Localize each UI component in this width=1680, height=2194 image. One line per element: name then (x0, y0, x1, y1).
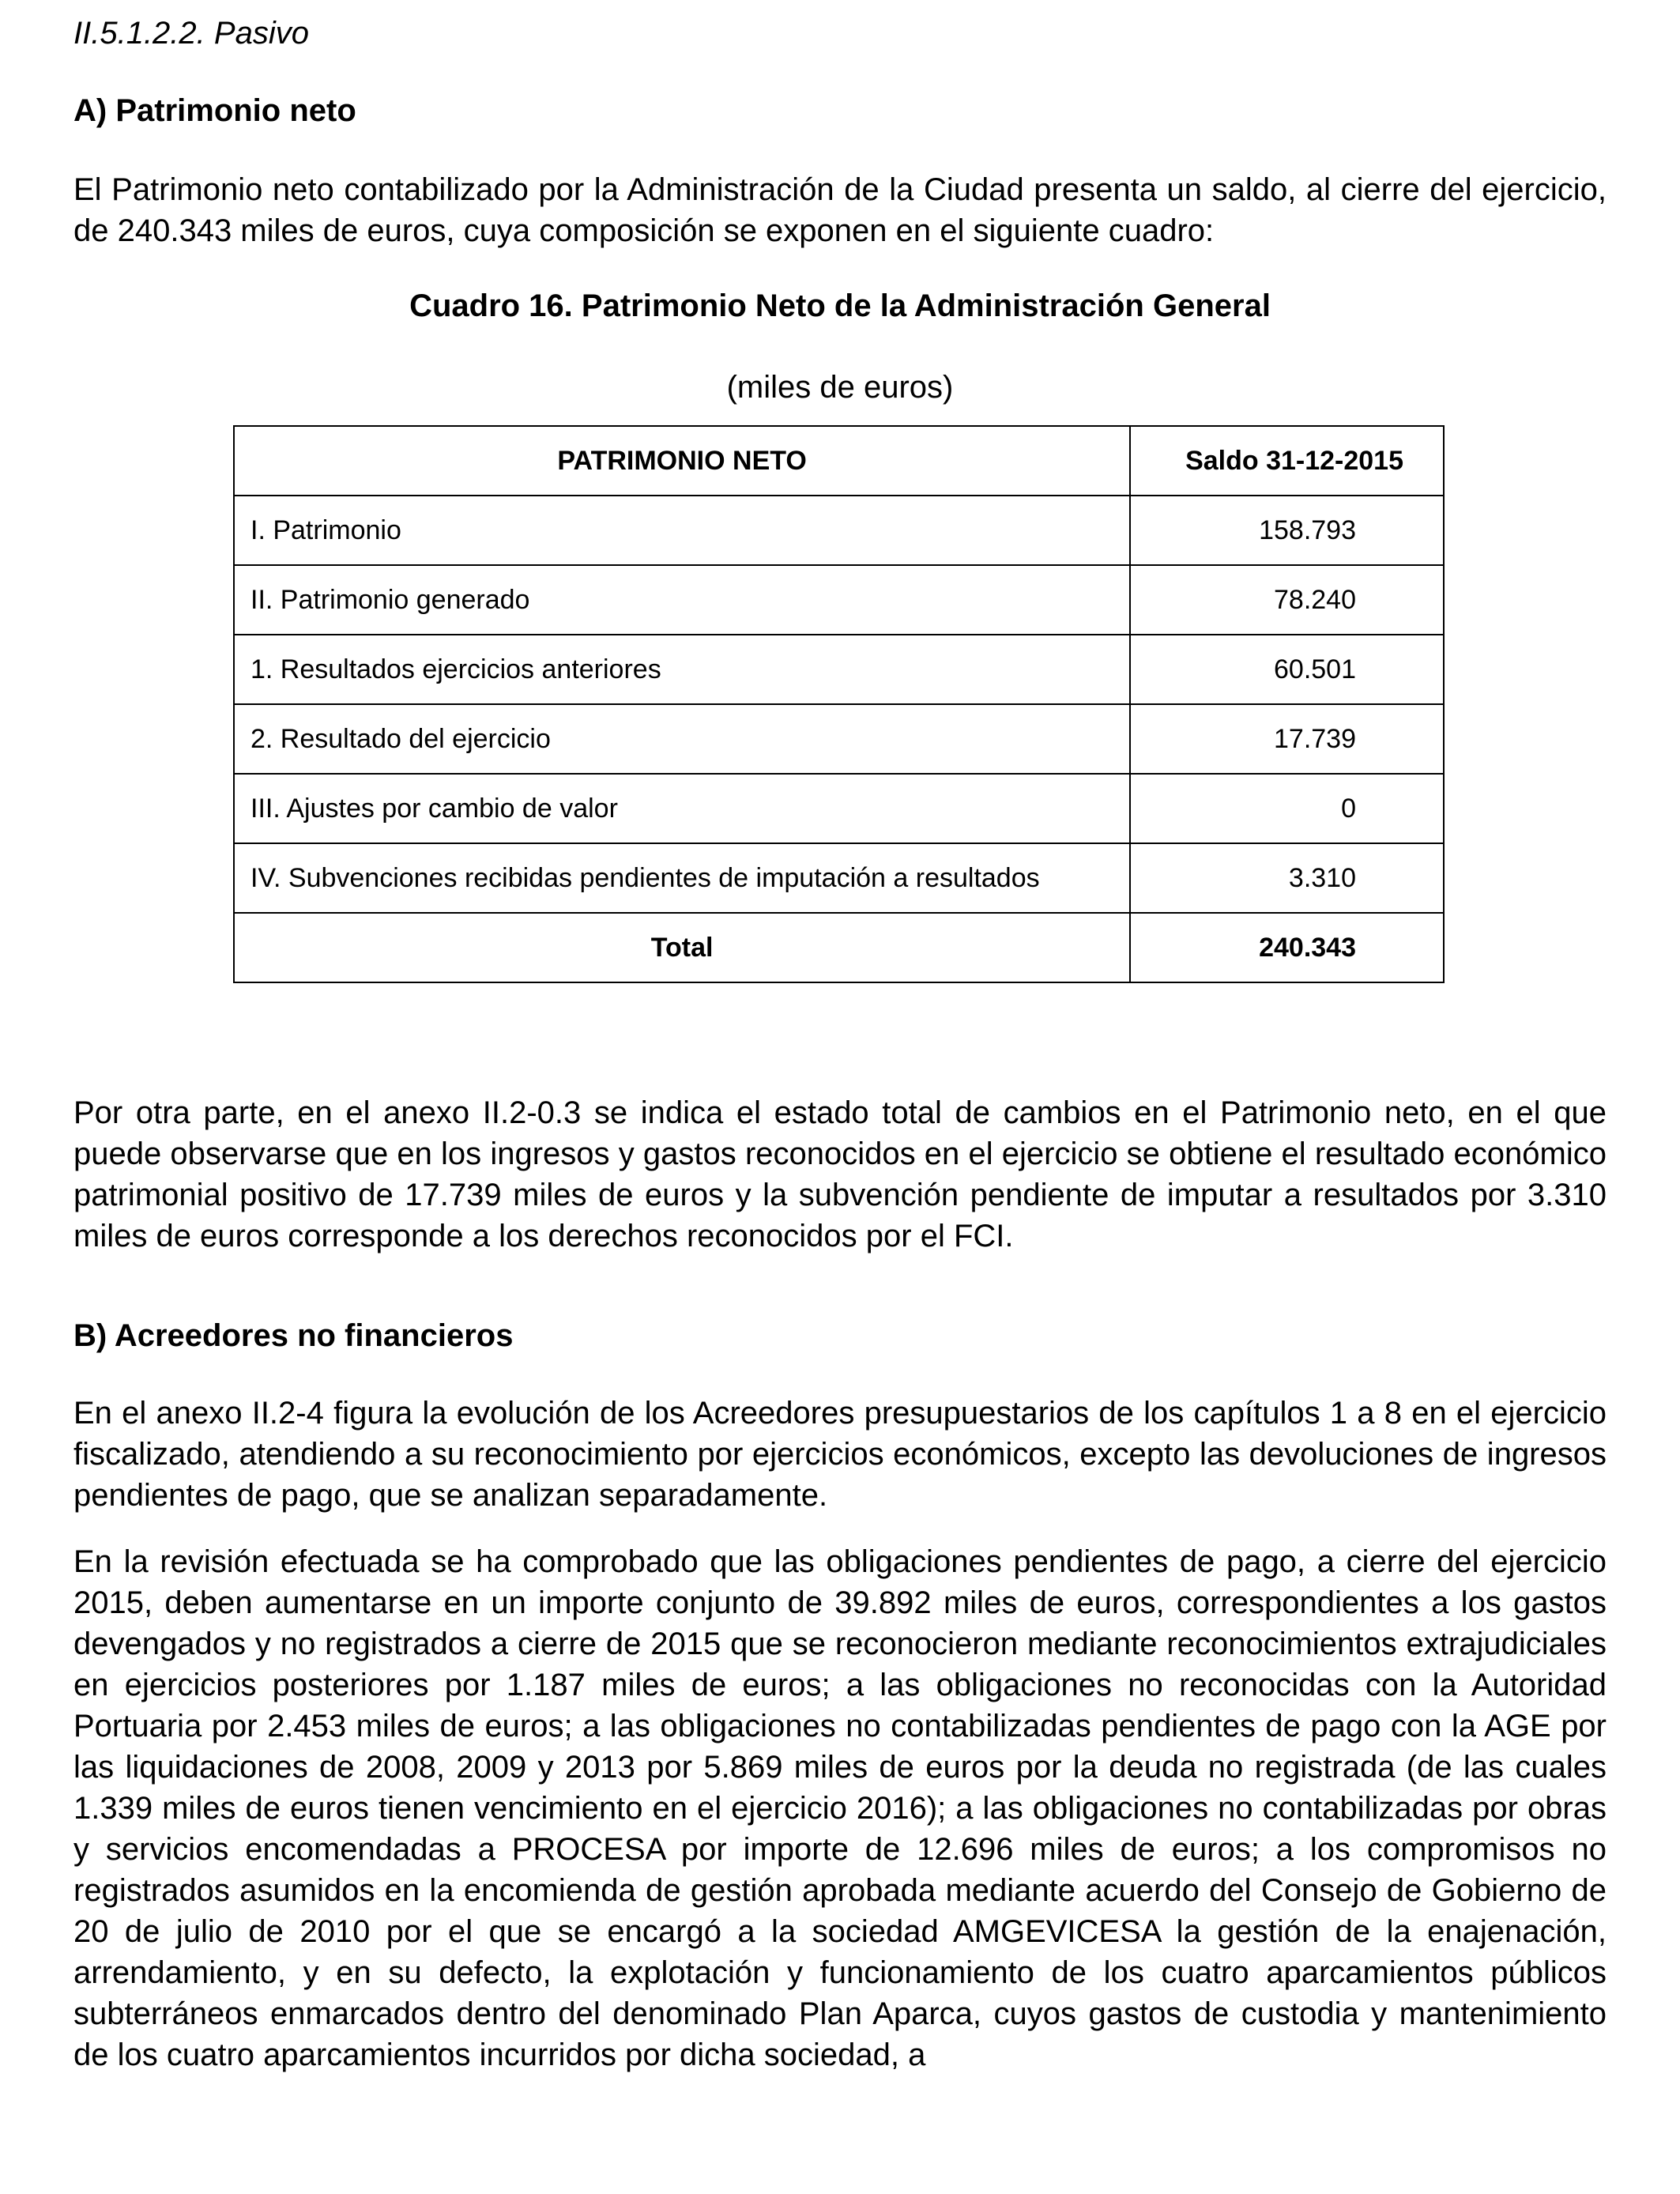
patrimonio-neto-table (233, 425, 1445, 983)
row-value: 78.240 (1130, 565, 1444, 635)
table-title: Cuadro 16. Patrimonio Neto de la Administración General (409, 288, 1271, 323)
table-row (234, 704, 1444, 774)
column-header-label: PATRIMONIO NETO (234, 426, 1130, 496)
paragraph-revision: En la revisión efectuada se ha comprobado que las obligaciones pendientes de pago, a cierre del ejercicio 2015, deben aumentarse en un importe conjunto de 39.892 miles de euros, correspondientes a los gastos devengados y no registrados a cierre de 2015 que se reconocieron mediante reconocimientos extrajudiciales en ejercicios posteriores por 1.187 miles de euros; a las obligaciones no reconocidas con la Autoridad Portuaria por 2.453 miles de euros; a las obligaciones no contabilizadas pendientes de pago con la AGE por las liquidaciones de 2008, 2009 y 2013 por 5.869 miles de euros por la deuda no registrada (de las cuales 1.339 miles de euros tienen vencimiento en el ejercicio 2016); a las obligaciones no contabilizadas por obras y servicios encomendadas a PROCESA por importe de 12.696 miles de euros; a los compromisos no registrados asumidos en la encomienda de gestión aprobada mediante acuerdo del Consejo de Gobierno de 20 de julio de 2010 por el que se encargó a la sociedad AMGEVICESA la gestión de la enajenación, arrendamiento, y en su defecto, la explotación y funcionamiento de los cuatro aparcamientos públicos subterráneos enmarcados dentro del denominado Plan Aparca, cuyos gastos de custodia y mantenimiento de los cuatro aparcamientos incurridos por dicha sociedad, a (73, 1544, 1607, 2072)
row-value: 60.501 (1130, 635, 1444, 704)
table-row (234, 496, 1444, 565)
row-label: I. Patrimonio (234, 496, 1130, 565)
heading-acreedores: B) Acreedores no financieros (73, 1318, 514, 1353)
table-row (234, 565, 1444, 635)
table-row (234, 843, 1444, 913)
row-label: IV. Subvenciones recibidas pendientes de imputación a resultados (234, 843, 1130, 913)
row-value: 17.739 (1130, 704, 1444, 774)
paragraph-acreedores-anexo: En el anexo II.2-4 figura la evolución de los Acreedores presupuestarios de los capítulos 1 a 8 en el ejercicio fiscalizado, atendiendo a su reconocimiento por ejercicios económicos, excepto las devoluciones de ingresos pendientes de pago, que se analizan separadamente. (73, 1396, 1607, 1513)
paragraph-intro: El Patrimonio neto contabilizado por la Administración de la Ciudad presenta un saldo, al cierre del ejercicio, de 240.343 miles de euros, cuya composición se exponen en el siguiente cuadro: (73, 172, 1607, 248)
row-value: 3.310 (1130, 843, 1444, 913)
heading-patrimonio-neto: A) Patrimonio neto (73, 93, 356, 128)
table-header-row (234, 426, 1444, 496)
total-label: Total (234, 913, 1130, 982)
paragraph-cambios-patrimonio: Por otra parte, en el anexo II.2-0.3 se indica el estado total de cambios en el Patrimonio neto, en el que puede observarse que en los ingresos y gastos reconocidos en el ejercicio se obtiene el resultado económico patrimonial positivo de 17.739 miles de euros y la subvención pendiente de imputar a resultados por 3.310 miles de euros corresponde a los derechos reconocidos por el FCI. (73, 1095, 1607, 1253)
row-label: III. Ajustes por cambio de valor (234, 774, 1130, 843)
row-value: 0 (1130, 774, 1444, 843)
total-value: 240.343 (1130, 913, 1444, 982)
column-header-value: Saldo 31-12-2015 (1130, 426, 1444, 496)
row-label: II. Patrimonio generado (234, 565, 1130, 635)
table-subtitle: (miles de euros) (726, 370, 954, 405)
row-value: 158.793 (1130, 496, 1444, 565)
section-label: II.5.1.2.2. Pasivo (73, 16, 309, 51)
table-row (234, 635, 1444, 704)
row-label: 1. Resultados ejercicios anteriores (234, 635, 1130, 704)
table-row (234, 774, 1444, 843)
row-label: 2. Resultado del ejercicio (234, 704, 1130, 774)
table-total-row (234, 913, 1444, 982)
